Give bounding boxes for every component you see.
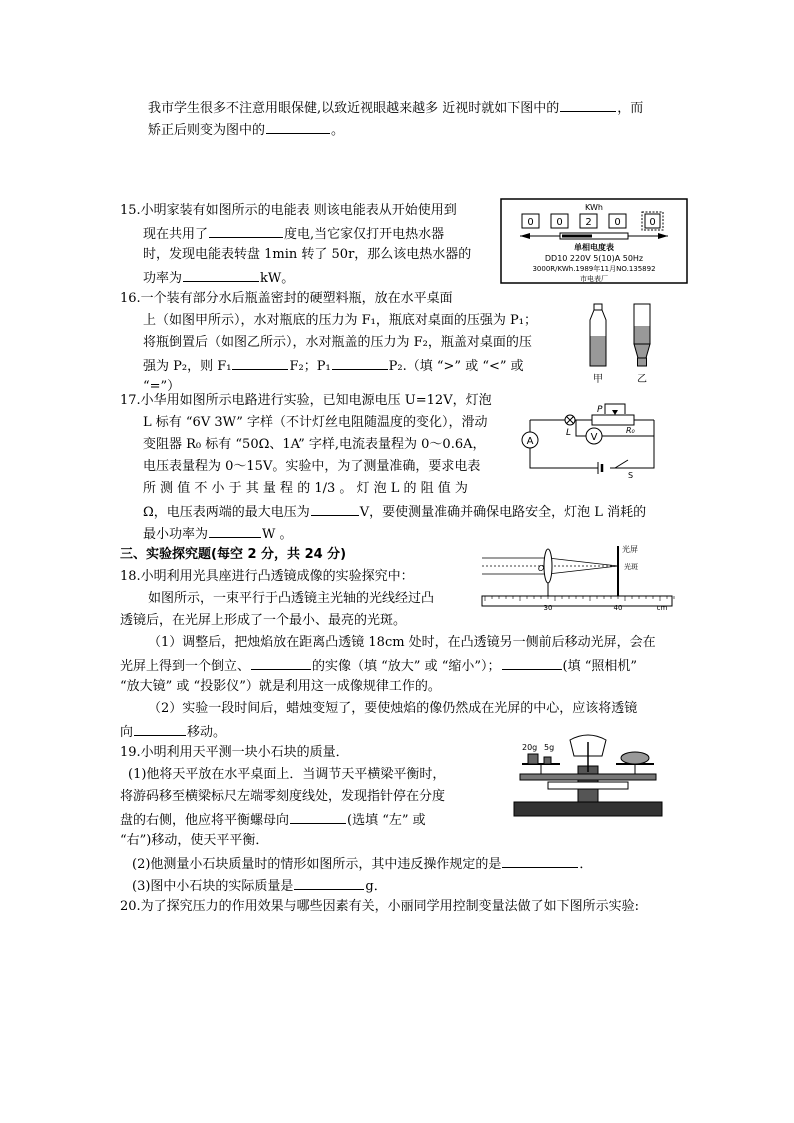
q18-text-8b: 移动。 xyxy=(187,725,227,740)
bottles-figure xyxy=(582,300,672,390)
ruler xyxy=(482,596,674,610)
intro-text-1b: ，而 xyxy=(617,101,644,116)
q16-text-4c: P₂.（填 “>” 或 “<” 或 xyxy=(388,359,524,374)
q15-line-4 xyxy=(143,268,294,288)
blank-intro-2[interactable] xyxy=(266,120,330,134)
balance-figure xyxy=(508,732,668,820)
q17-text-7a: 最小功率为 xyxy=(143,527,209,542)
intro-line-1 xyxy=(148,98,643,118)
intro-text-2a: 矫正后则变为图中的 xyxy=(148,123,266,138)
q17-line-5: 所 测 值 不 小 于 其 量 程 的 1/3 。 灯 泡 L 的 阻 值 为 xyxy=(143,481,468,496)
balance-dial xyxy=(570,735,606,772)
q18-line-2: 如图所示，一束平行于凸透镜主光轴的光线经过凸 xyxy=(148,591,435,606)
q16-text-4b: F₂；P₁ xyxy=(289,359,331,374)
blank-q19-mass[interactable] xyxy=(294,876,364,890)
blank-q15-energy[interactable] xyxy=(209,224,283,238)
q18-text-5b: 的实像（填 “放大” 或 “缩小”）； xyxy=(312,659,501,674)
meter-spec: DD10 220V 5(10)A 50Hz xyxy=(544,254,644,263)
ammeter-symbol xyxy=(522,432,538,448)
intro-text-1a: 我市学生很多不注意用眼保健,以致近视眼越来越多 近视时就如下图中的 xyxy=(148,101,560,116)
q17-line-3: 变阻器 R₀ 标有 “50Ω、1A” 字样,电流表量程为 0～0.6A， xyxy=(143,437,486,452)
circuit-figure xyxy=(510,400,658,480)
blank-q16-force[interactable] xyxy=(232,356,288,370)
q20-line-1: 20.为了探究压力的作用效果与哪些因素有关，小丽同学用控制变量法做了如下图所示实验: xyxy=(120,899,640,914)
q16-line-1: 16.一个装有部分水后瓶盖密封的硬塑料瓶，放在水平桌面 xyxy=(120,291,453,306)
battery-symbol xyxy=(598,462,602,474)
q17-line-7 xyxy=(143,524,293,544)
q15-line-1: 15.小明家装有如图所示的电能表 则该电能表从开始使用到 xyxy=(120,203,457,218)
q18-text-5a: 光屏上得到一个倒立、 xyxy=(120,659,251,674)
q18-line-6: “放大镜” 或 “投影仪”）就是利用这一成像规律工作的。 xyxy=(120,679,441,694)
q15-text-2a: 现在共用了 xyxy=(143,227,209,242)
electric-meter-figure xyxy=(500,198,688,284)
q19-line-6 xyxy=(132,854,592,874)
bottle-inverted xyxy=(634,304,650,366)
q18-text-5c: (填 “照相机” xyxy=(562,659,637,674)
meter-digit-4: 0 xyxy=(614,217,621,228)
svg-text:光屏: 光屏 xyxy=(622,545,638,554)
q19-line-1: 19.小明利用天平测一块小石块的质量． xyxy=(120,745,349,760)
svg-text:cm: cm xyxy=(656,604,668,610)
section-3-title: 三、实验探究题(每空 2 分，共 24 分) xyxy=(120,547,347,562)
blank-q15-power[interactable] xyxy=(183,268,259,282)
meter-digit-3: 2 xyxy=(585,217,592,228)
meter-name: 单相电度表 xyxy=(574,243,614,252)
q17-text-7b: W 。 xyxy=(262,527,293,542)
q18-line-5 xyxy=(120,656,637,676)
svg-text:V: V xyxy=(590,432,598,443)
meter-spec2: 3000R/KWh.1989年11月NO.135892 xyxy=(532,265,656,273)
blank-q18-device[interactable] xyxy=(502,656,562,670)
switch-symbol xyxy=(628,471,633,480)
svg-text:L: L xyxy=(566,428,572,438)
q15-text-4b: kW。 xyxy=(260,271,295,286)
meter-digit-2: 0 xyxy=(556,217,563,228)
blank-q19-violation[interactable] xyxy=(502,854,578,868)
q17-line-1: 17.小华用如图所示电路进行实验，已知电源电压 U=12V，灯泡 xyxy=(120,393,492,408)
q18-text-8a: 向 xyxy=(120,725,134,740)
optical-bench-figure xyxy=(478,540,678,610)
q19-line-2: (1)他将天平放在水平桌面上．当调节天平横梁平衡时， xyxy=(128,767,446,782)
bottle-upright xyxy=(590,304,606,366)
q17-text-6a: Ω，电压表两端的最大电压为 xyxy=(143,505,310,520)
intro-text-2b: 。 xyxy=(331,123,345,138)
blank-q17-voltage[interactable] xyxy=(311,502,359,516)
q15-line-3: 时，发现电能表转盘 1min 转了 50r，那么该电热水器的 xyxy=(143,247,472,262)
svg-text:O: O xyxy=(538,564,545,573)
blank-intro-1[interactable] xyxy=(560,98,616,112)
meter-digit-1: 0 xyxy=(527,217,534,228)
label-yi: 乙 xyxy=(637,374,647,385)
q17-line-4: 电压表量程为 0～15V。实验中，为了测量准确，要求电表 xyxy=(143,459,481,474)
q16-line-5: “=”） xyxy=(143,379,181,394)
q16-line-4 xyxy=(143,356,524,376)
q17-line-2: L 标有 “6V 3W” 字样（不计灯丝电阻随温度的变化），滑动 xyxy=(143,415,488,430)
q16-text-4a: 强为 P₂，则 F₁ xyxy=(143,359,232,374)
q19-text-4b: (选填 “左” 或 xyxy=(347,813,426,828)
blank-q16-pressure[interactable] xyxy=(332,356,388,370)
q19-line-5: “右”)移动，使天平平衡． xyxy=(120,833,269,848)
q15-line-2 xyxy=(143,224,444,244)
q19-line-3: 将游码移至横梁标尺左端零刻度线处，发现指针停在分度 xyxy=(120,789,446,804)
svg-text:40: 40 xyxy=(613,604,623,610)
q17-text-6b: V，要使测量准确并确保电路安全，灯泡 L 消耗的 xyxy=(359,505,647,520)
svg-text:S: S xyxy=(628,471,634,480)
blank-q18-size[interactable] xyxy=(251,656,311,670)
q19-text-6b: ． xyxy=(579,857,593,872)
balance-beam xyxy=(520,774,656,789)
q17-line-6 xyxy=(143,502,646,522)
blank-q17-power[interactable] xyxy=(209,524,261,538)
q15-text-4a: 功率为 xyxy=(143,271,183,286)
voltmeter-symbol xyxy=(586,428,648,444)
left-pan xyxy=(522,743,560,774)
right-pan xyxy=(616,752,654,774)
q18-line-4: （1）调整后，把烛焰放在距离凸透镜 18cm 处时，在凸透镜另一侧前后移动光屏，会在 xyxy=(148,635,656,650)
meter-digit-5: 0 xyxy=(649,217,656,228)
q19-text-7a: (3)图中小石块的实际质量是 xyxy=(132,879,294,894)
q16-line-3: 将瓶倒置后（如图乙所示），水对瓶盖的压力为 F₂，瓶盖对桌面的压 xyxy=(143,335,532,350)
svg-text:30: 30 xyxy=(543,604,553,610)
lamp-symbol xyxy=(565,415,575,438)
q16-line-2: 上（如图甲所示），水对瓶底的压力为 F₁，瓶底对桌面的压强为 P₁； xyxy=(143,313,537,328)
label-jia: 甲 xyxy=(593,374,603,385)
q19-line-4 xyxy=(120,810,426,830)
meter-unit: KWh xyxy=(585,203,603,212)
svg-text:P: P xyxy=(597,405,603,415)
blank-q19-direction[interactable] xyxy=(290,810,346,824)
q19-text-4a: 盘的右侧，他应将平衡螺母向 xyxy=(120,813,290,828)
svg-text:R₀: R₀ xyxy=(626,426,635,435)
meter-maker: 市电表厂 xyxy=(580,275,608,283)
weight-20g-label: 20g xyxy=(522,743,538,752)
q15-text-2b: 度电,当它家仅打开电热水器 xyxy=(284,227,445,242)
q18-line-3: 透镜后，在光屏上形成了一个最小、最亮的光斑。 xyxy=(120,613,407,628)
convex-lens xyxy=(538,549,552,596)
q19-text-6a: (2)他测量小石块质量时的情形如图所示，其中违反操作规定的是 xyxy=(132,857,502,872)
blank-q18-direction[interactable] xyxy=(134,722,186,736)
weight-5g-label: 5g xyxy=(544,743,555,752)
q19-line-7 xyxy=(132,876,387,896)
q18-line-7: （2）实验一段时间后，蜡烛变短了，要使烛焰的像仍然成在光屏的中心，应该将透镜 xyxy=(148,701,638,716)
svg-text:A: A xyxy=(526,436,534,447)
q18-line-1: 18.小明利用光具座进行凸透镜成像的实验探究中： xyxy=(120,569,414,584)
q19-text-7b: g． xyxy=(365,879,387,894)
q18-line-8 xyxy=(120,722,226,742)
svg-text:光斑: 光斑 xyxy=(624,563,638,571)
light-screen xyxy=(618,544,638,596)
intro-line-2 xyxy=(148,120,344,140)
